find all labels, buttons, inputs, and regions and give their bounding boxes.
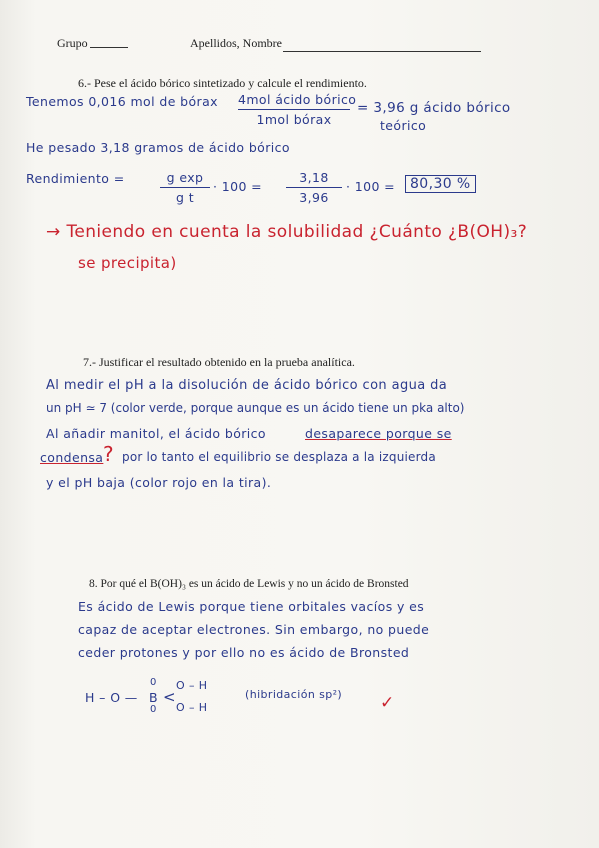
apellidos-line — [283, 51, 481, 52]
q8-struct-bottom-oh: O – H — [176, 701, 208, 714]
q7-line-5: y el pH baja (color rojo en la tira). — [46, 475, 272, 490]
q6-line2: He pesado 3,18 gramos de ácido bórico — [26, 140, 290, 155]
q7-line-2: un pH ≃ 7 (color verde, porque aunque es un ácido tiene un pka alto) — [46, 401, 465, 415]
q6-frac3-bar — [286, 187, 342, 188]
q6-frac2-num: g exp — [166, 170, 204, 185]
q8-struct-boron: B — [149, 690, 158, 705]
q6-frac1-bar — [238, 109, 350, 110]
q6-frac3-num: 3,18 — [299, 170, 329, 185]
q6-fraction-3 — [286, 170, 342, 205]
q6-frac2-den: g t — [175, 190, 194, 205]
q8-struct-top-oh: O – H — [176, 679, 208, 692]
q8-line-1: Es ácido de Lewis porque tiene orbitales vacíos y es — [78, 599, 425, 614]
q6-line1-result2: teórico — [380, 118, 427, 133]
q6-frac1-num: 4mol ácido bórico — [238, 92, 357, 107]
q7-line-3a: Al añadir manitol, el ácido bórico — [46, 426, 266, 441]
q8-line-2: capaz de aceptar electrones. Sin embargo, no puede — [78, 622, 430, 637]
q6-rend-label: Rendimiento = — [26, 171, 125, 186]
grupo-label: Grupo — [57, 36, 88, 50]
q6-frac1-den: 1mol bórax — [256, 112, 332, 127]
q8-branch-bracket: < — [163, 688, 176, 706]
q8-line-3: ceder protones y por ello no es ácido de Bronsted — [78, 645, 410, 660]
q6-red-comment-2: se precipita) — [78, 254, 177, 272]
q7-title: 7.- Justificar el resultado obtenido en la prueba analítica. — [83, 355, 355, 369]
q8-empty-orbital-bottom: 0 — [150, 704, 157, 715]
q6-fraction-2 — [160, 170, 210, 205]
q6-red-comment-1: → Teniendo en cuenta la solubilidad ¿Cuánto ¿B(OH)₃? — [46, 222, 528, 242]
q8-empty-orbital-top: 0 — [150, 677, 157, 688]
q7-question-mark: ? — [103, 442, 115, 466]
q7-line-1: Al medir el pH a la disolución de ácido bórico con agua da — [46, 378, 448, 393]
q8-title: 8. Por qué el B(OH)₃ es un ácido de Lewis y no un ácido de Bronsted — [89, 578, 409, 590]
q6-mult-1: · 100 = — [213, 179, 263, 194]
grupo-line — [90, 47, 128, 48]
q6-mult-2: · 100 = — [346, 179, 396, 194]
q8-hybridization: (hibridación sp²) — [245, 688, 343, 701]
q8-check-mark: ✓ — [380, 693, 395, 713]
q6-frac3-den: 3,96 — [299, 190, 329, 205]
q6-fraction-1 — [238, 92, 357, 127]
q7-line-4a: condensa — [40, 450, 104, 465]
q6-line1-result: = 3,96 g ácido bórico — [357, 100, 511, 116]
q6-line1-prefix: Tenemos 0,016 mol de bórax — [26, 94, 218, 109]
apellidos-label: Apellidos, Nombre — [190, 36, 282, 50]
q6-title: 6.- Pese el ácido bórico sintetizado y calcule el rendimiento. — [78, 76, 367, 90]
q7-line-4b: por lo tanto el equilibrio se desplaza a la izquierda — [122, 450, 436, 464]
q6-frac2-bar — [160, 187, 210, 188]
q7-line-3b: desaparece porque se — [305, 426, 452, 441]
q6-result-box: 80,30 % — [405, 175, 476, 193]
q8-struct-left: H – O — — [85, 690, 138, 705]
